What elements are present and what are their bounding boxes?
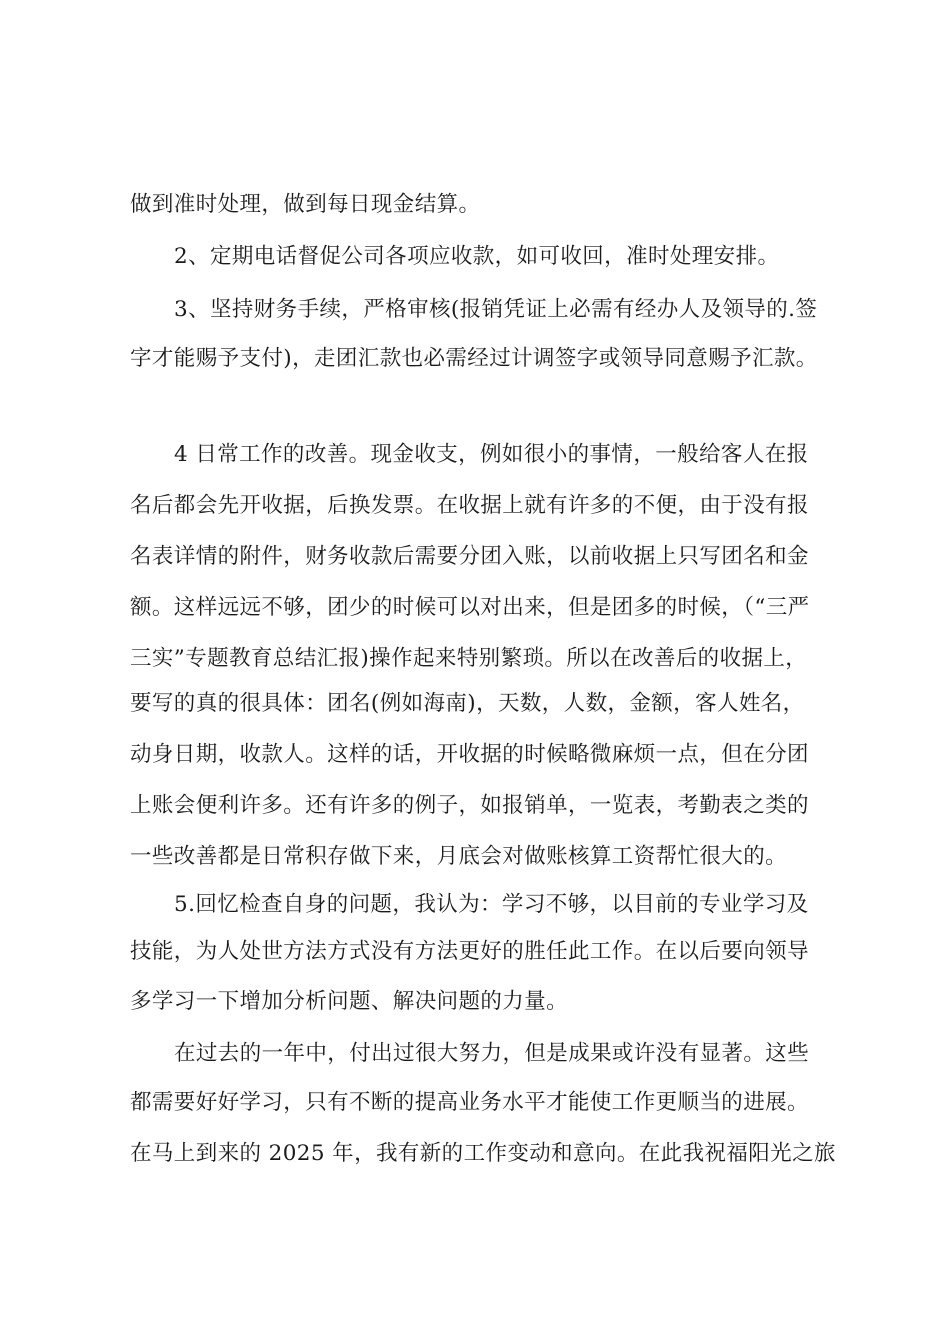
text-line: 名后都会先开收据，后换发票。在收据上就有许多的不便，由于没有报 <box>130 493 809 518</box>
text-line: 技能，为人处世方法方式没有方法更好的胜任此工作。在以后要向领导 <box>130 939 809 964</box>
text-line: 做到准时处理，做到每日现金结算。 <box>130 192 481 217</box>
text-line: 2、定期电话督促公司各项应收款，如可收回，准时处理安排。 <box>174 244 780 269</box>
text-line: 在马上到来的 2025 年，我有新的工作变动和意向。在此我祝福阳光之旅 <box>130 1141 836 1166</box>
text-line: 要写的真的很具体：团名(例如海南)，天数，人数，金额，客人姓名， <box>130 691 805 716</box>
text-line: 5.回忆检查自身的问题，我认为：学习不够，以目前的专业学习及 <box>174 892 809 917</box>
text-line: 额。这样远远不够，团少的时候可以对出来，但是团多的时候，（“三严 <box>130 595 810 620</box>
text-line: 一些改善都是日常积存做下来，月底会对做账核算工资帮忙很大的。 <box>130 844 788 869</box>
text-line: 上账会便利许多。还有许多的例子，如报销单，一览表，考勤表之类的 <box>130 793 809 818</box>
text-line: 多学习一下增加分析问题、解决问题的力量。 <box>130 989 569 1014</box>
text-line: 字才能赐予支付)，走团汇款也必需经过计调签字或领导同意赐予汇款。 <box>130 346 818 371</box>
text-line: 动身日期，收款人。这样的话，开收据的时候略微麻烦一点，但在分团 <box>130 742 809 767</box>
text-line: 都需要好好学习，只有不断的提高业务水平才能使工作更顺当的进展。 <box>130 1090 809 1115</box>
text-line: 三实”专题教育总结汇报)操作起来特别繁琐。所以在改善后的收据上， <box>130 646 808 671</box>
text-line: 名表详情的附件，财务收款后需要分团入账，以前收据上只写团名和金 <box>130 544 809 569</box>
text-line: 在过去的一年中，付出过很大努力，但是成果或许没有显著。这些 <box>174 1041 810 1066</box>
text-line: 4 日常工作的改善。现金收支，例如很小的事情，一般给客人在报 <box>174 442 809 467</box>
text-line: 3、坚持财务手续，严格审核(报销凭证上必需有经办人及领导的.签 <box>174 297 818 322</box>
